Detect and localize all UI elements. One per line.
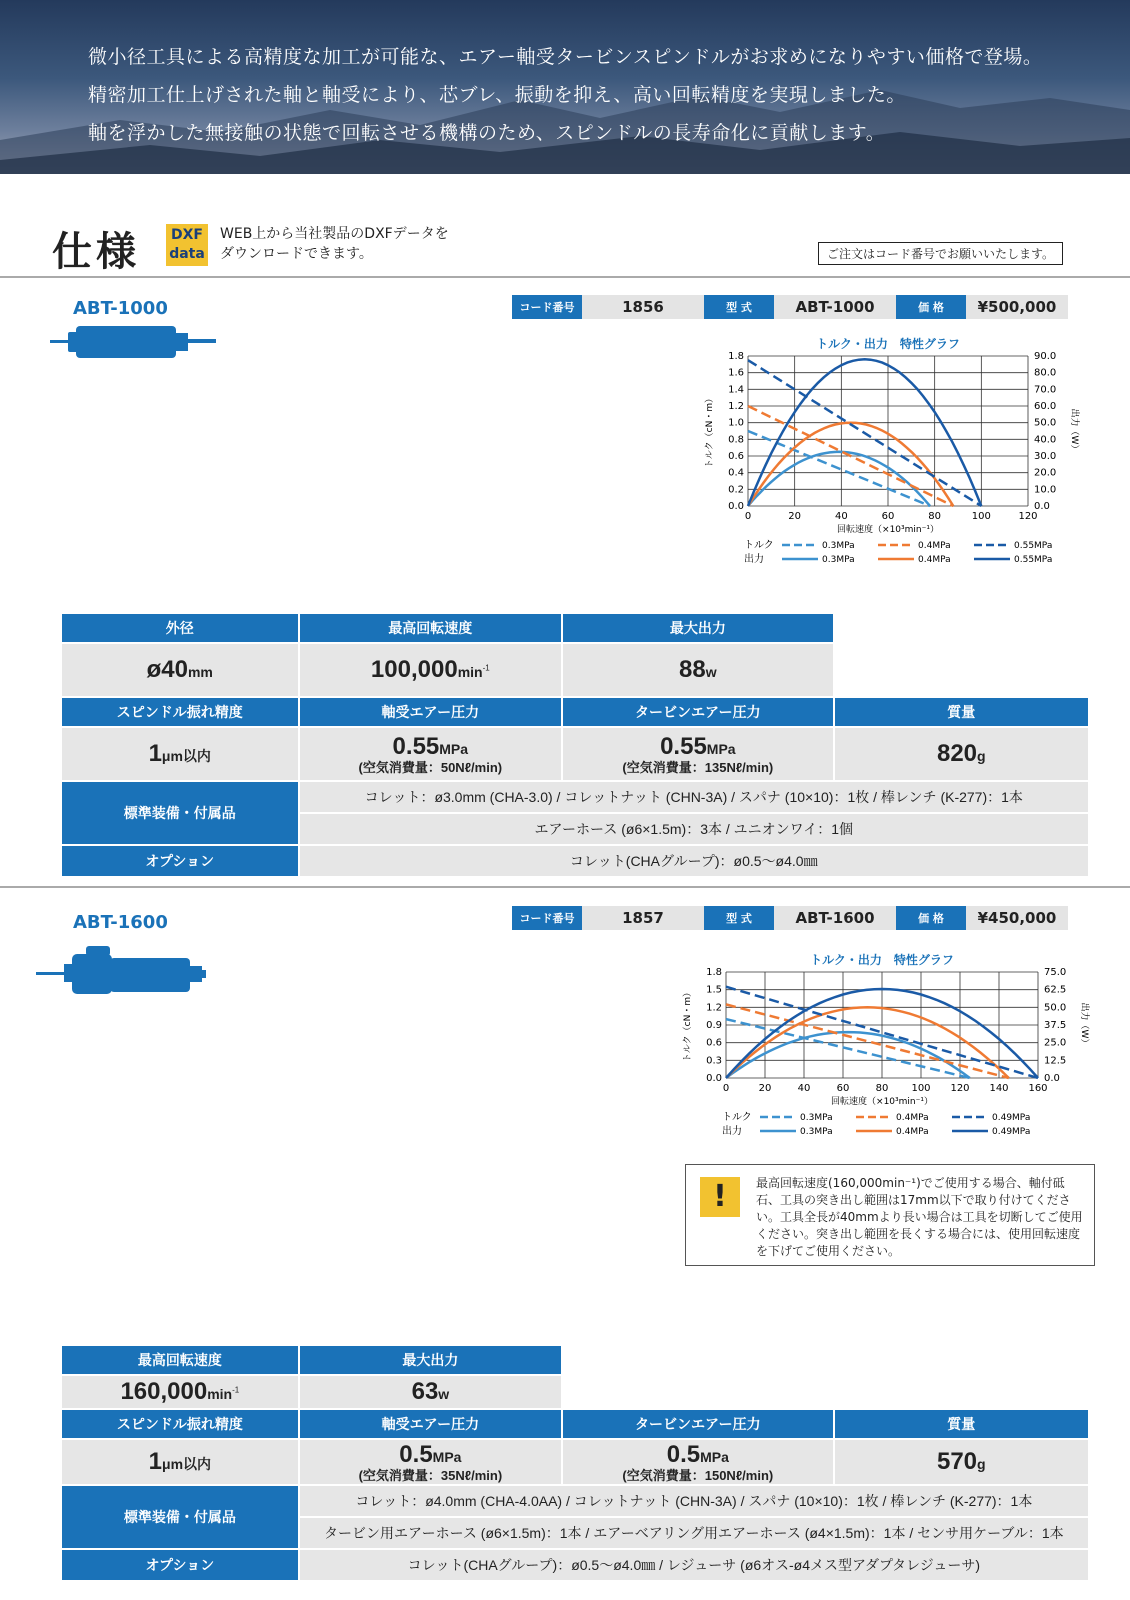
y-tick-label: 0.2	[728, 484, 744, 496]
empty-cell	[835, 1376, 1088, 1408]
hero-line: 精密加工仕上げされた軸と軸受により、芯ブレ、振動を抑え、高い回転精度を実現しました。	[88, 84, 906, 106]
spec-value	[62, 644, 298, 696]
option-header: オプション	[62, 846, 298, 876]
turbine-unit: MPa	[706, 741, 736, 757]
x-tick-label: 40	[797, 1083, 811, 1094]
empty-cell	[835, 614, 1088, 642]
y-tick-label: 1.4	[728, 384, 744, 396]
y-tick-label: 0.6	[728, 451, 744, 462]
dia-value: 40	[161, 656, 188, 683]
y2-tick-label: 70.0	[1034, 384, 1057, 396]
spec-value	[563, 1440, 832, 1484]
speed-unit: min	[457, 664, 483, 680]
mass-value: 820	[936, 740, 978, 767]
option-item: コレット(CHAグループ)：ø0.5～ø4.0㎜ / レジューサ (ø6オス-ø4メス型アダプタレジューサ)	[300, 1550, 1088, 1580]
output-value: 88	[679, 656, 706, 683]
spec-value	[563, 728, 832, 780]
code-value: 1857	[582, 906, 704, 930]
runout-value: 1	[148, 1448, 162, 1475]
bearing-unit: MPa	[432, 1449, 462, 1465]
spec-value	[563, 644, 832, 696]
spec-value	[62, 728, 298, 780]
turbine-value: 0.55	[660, 733, 707, 760]
output-curve-0.3MPa	[726, 1032, 970, 1078]
y-tick-label: 0.0	[728, 501, 744, 512]
y-axis-label: トルク（cN・m）	[683, 987, 693, 1063]
legend-series-label: 0.3MPa	[800, 1113, 833, 1123]
y2-tick-label: 90.0	[1034, 351, 1057, 362]
legend-series-label: 0.55MPa	[1014, 555, 1053, 565]
code-value: 1856	[582, 295, 704, 319]
y-tick-label: 1.6	[728, 367, 744, 379]
y2-tick-label: 80.0	[1034, 367, 1057, 379]
bearing-unit: MPa	[439, 741, 469, 757]
divider	[0, 276, 1130, 278]
spec-header: 外径	[62, 614, 298, 642]
mass-unit: g	[977, 748, 986, 764]
speed-exp: -1	[482, 663, 490, 673]
hero-line: 軸を浮かした無接触の状態で回転させる機構のため、スピンドルの長寿命化に貢献します。	[88, 122, 886, 144]
x-tick-label: 100	[971, 511, 991, 522]
legend-series-label: 0.3MPa	[822, 541, 855, 551]
code-label: コード番号	[512, 906, 582, 930]
option-header: オプション	[62, 1550, 298, 1580]
warning-icon: !	[700, 1177, 740, 1217]
y2-tick-label: 75.0	[1044, 967, 1067, 978]
output-unit: w	[438, 1386, 450, 1402]
bearing-sub: (空気消費量：35Nℓ/min)	[358, 1468, 503, 1483]
legend-series-label: 0.4MPa	[918, 541, 951, 551]
output-value: 63	[411, 1378, 439, 1405]
dia-unit: mm	[187, 664, 213, 680]
turbine-sub: (空気消費量：150Nℓ/min)	[622, 1468, 774, 1483]
std-header: 標準装備・付属品	[62, 782, 298, 844]
bearing-value: 0.5	[399, 1441, 433, 1468]
y2-tick-label: 50.0	[1034, 417, 1057, 429]
legend-series-label: 0.55MPa	[1014, 541, 1053, 551]
legend-series-label: 0.4MPa	[896, 1127, 929, 1137]
runout-unit: μm以内	[161, 748, 211, 764]
model-label: 型 式	[704, 906, 774, 930]
spec-header: 軸受エアー圧力	[300, 698, 562, 726]
y2-tick-label: 0.0	[1044, 1073, 1060, 1084]
legend-torque-label: トルク	[744, 540, 774, 551]
hero-text	[88, 38, 1042, 152]
y2-tick-label: 20.0	[1034, 467, 1057, 479]
x-tick-label: 120	[950, 1083, 970, 1094]
y-tick-label: 1.0	[728, 417, 744, 429]
x-tick-label: 20	[788, 511, 802, 522]
turbine-value: 0.5	[666, 1441, 701, 1468]
dxf-description	[220, 224, 449, 264]
spec-header: 質量	[835, 1410, 1088, 1438]
product-name: ABT-1000	[73, 298, 168, 319]
hero-line: 微小径工具による高精度な加工が可能な、エアー軸受タービンスピンドルがお求めになりやすい価格で登場。	[88, 46, 1043, 68]
model-label: 型 式	[704, 295, 774, 319]
chart-title: トルク・出力 特性グラフ	[810, 953, 954, 967]
std-header: 標準装備・付属品	[62, 1486, 298, 1548]
spec-header: スピンドル振れ精度	[62, 698, 298, 726]
std-item: エアーホース (ø6×1.5m)：3本 / ユニオンワイ：1個	[300, 814, 1088, 844]
dxf-badge-line2: data	[169, 246, 205, 262]
chart-title: トルク・出力 特性グラフ	[816, 337, 960, 351]
legend-series-label: 0.4MPa	[918, 555, 951, 565]
product-name: ABT-1600	[73, 912, 168, 933]
y-tick-label: 1.2	[706, 1002, 722, 1014]
spec-value	[300, 728, 562, 780]
legend-output-label: 出力	[722, 1126, 742, 1137]
y2-tick-label: 10.0	[1034, 484, 1057, 496]
x-tick-label: 100	[911, 1083, 931, 1094]
speed-unit: min	[207, 1386, 233, 1402]
y-axis-label: トルク（cN・m）	[705, 393, 715, 469]
bearing-value: 0.55	[392, 733, 440, 760]
spec-header: 最大出力	[563, 614, 832, 642]
spec-value	[300, 644, 562, 696]
model-value: ABT-1000	[774, 295, 896, 319]
legend-output-label: 出力	[744, 554, 764, 565]
y2-tick-label: 0.0	[1034, 501, 1050, 512]
legend-series-label: 0.3MPa	[800, 1127, 833, 1137]
x-axis-label: 回転速度（×10³min⁻¹）	[831, 1097, 933, 1107]
y2-tick-label: 60.0	[1034, 401, 1057, 412]
product-info-bar	[512, 906, 1068, 930]
legend-series-label: 0.49MPa	[992, 1127, 1031, 1137]
spec-header: 最大出力	[300, 1346, 561, 1374]
empty-cell	[563, 1346, 832, 1374]
y2-tick-label: 37.5	[1044, 1020, 1067, 1031]
price-label: 価 格	[896, 906, 966, 930]
model-value: ABT-1600	[774, 906, 896, 930]
legend-series-label: 0.49MPa	[992, 1113, 1031, 1123]
spec-header: 軸受エアー圧力	[300, 1410, 561, 1438]
x-tick-label: 0	[722, 1083, 730, 1094]
legend-torque-label: トルク	[722, 1112, 752, 1123]
spec-header: 最高回転速度	[300, 614, 562, 642]
x-tick-label: 80	[875, 1083, 889, 1094]
empty-cell	[835, 644, 1088, 696]
code-label: コード番号	[512, 295, 582, 319]
price-label: 価 格	[896, 295, 966, 319]
warning-text: 最高回転速度(160,000min⁻¹)でご使用する場合、軸付砥石、工具の突き出し範囲は17mm以下で取り付けてください。工具全長が40mmより長い場合は工具を切断してご使用ください。突き出し範囲を長くする場合には、使用回転速度を下げてご使用ください。	[756, 1176, 1083, 1258]
spec-header: 質量	[835, 698, 1088, 726]
bearing-sub: (空気消費量：50Nℓ/min)	[358, 760, 503, 775]
spec-header: 最高回転速度	[62, 1346, 298, 1374]
runout-unit: μm以内	[162, 1456, 212, 1472]
x-tick-label: 60	[881, 511, 895, 522]
y2-tick-label: 50.0	[1044, 1002, 1067, 1014]
turbine-unit: MPa	[700, 1449, 729, 1465]
y2-axis-label: 出力（W）	[1069, 408, 1079, 454]
y-tick-label: 1.8	[706, 967, 722, 978]
option-item: コレット(CHAグループ)：ø0.5～ø4.0㎜	[300, 846, 1088, 876]
y-tick-label: 0.3	[706, 1055, 722, 1067]
x-axis-label: 回転速度（×10³min⁻¹）	[837, 525, 939, 535]
std-item: タービン用エアーホース (ø6×1.5m)：1本 / エアーベアリング用エアーホース (ø4×1.5m)：1本 / センサ用ケーブル：1本	[300, 1518, 1088, 1548]
warning-box	[685, 1164, 1095, 1266]
speed-value: 100,000	[370, 656, 458, 683]
x-tick-label: 20	[758, 1083, 772, 1094]
spec-value	[62, 1440, 298, 1484]
legend-series-label: 0.3MPa	[822, 555, 855, 565]
x-tick-label: 0	[744, 511, 752, 522]
price-value: ¥450,000	[966, 906, 1068, 930]
spec-header: スピンドル振れ精度	[62, 1410, 298, 1438]
dxf-badge-line1: DXF	[171, 227, 203, 243]
dxf-text-line: WEB上から当社製品のDXFデータを	[220, 226, 449, 242]
spec-header: タービンエアー圧力	[563, 698, 832, 726]
y-tick-label: 1.8	[728, 351, 744, 362]
order-note: ご注文はコード番号でお願いいたします。	[818, 242, 1063, 265]
spec-value	[300, 1440, 561, 1484]
runout-value: 1	[148, 740, 162, 767]
y2-axis-label: 出力（W）	[1079, 1002, 1089, 1048]
y-tick-label: 0.4	[728, 467, 744, 479]
x-tick-label: 160	[1028, 1083, 1048, 1094]
y2-tick-label: 12.5	[1044, 1055, 1067, 1067]
y2-tick-label: 25.0	[1044, 1037, 1067, 1049]
spec-value	[835, 728, 1088, 780]
x-tick-label: 40	[834, 511, 848, 522]
y-tick-label: 0.8	[728, 434, 744, 446]
spec-header: タービンエアー圧力	[563, 1410, 832, 1438]
output-unit: w	[705, 664, 717, 680]
spindle-image	[50, 322, 220, 362]
product-info-bar	[512, 295, 1068, 319]
empty-cell	[563, 1376, 832, 1408]
torque-output-chart	[676, 952, 1090, 1152]
std-item: コレット：ø3.0mm (CHA-3.0) / コレットナット (CHN-3A) / スパナ (10×10)：1枚 / 棒レンチ (K-277)：1本	[300, 782, 1088, 812]
y-tick-label: 0.9	[706, 1020, 722, 1031]
spec-value	[835, 1440, 1088, 1484]
price-value: ¥500,000	[966, 295, 1068, 319]
dxf-badge[interactable]	[166, 224, 208, 266]
legend-series-label: 0.4MPa	[896, 1113, 929, 1123]
spec-value	[300, 1376, 561, 1408]
page-title: 仕様	[52, 229, 140, 275]
mass-value: 570	[936, 1448, 978, 1475]
mass-unit: g	[977, 1456, 986, 1472]
y-tick-label: 1.2	[728, 401, 744, 412]
y-tick-label: 1.5	[706, 984, 722, 996]
output-curve-0.4MPa	[748, 423, 953, 506]
spec-value	[62, 1376, 298, 1408]
y2-tick-label: 30.0	[1034, 451, 1057, 462]
dxf-text-line: ダウンロードできます。	[220, 246, 373, 262]
std-item: コレット：ø4.0mm (CHA-4.0AA) / コレットナット (CHN-3A) / スパナ (10×10)：1枚 / 棒レンチ (K-277)：1本	[300, 1486, 1088, 1516]
torque-output-chart	[690, 332, 1090, 582]
dia-prefix: ø	[146, 656, 162, 683]
y2-tick-label: 40.0	[1034, 434, 1057, 446]
spec-table	[60, 612, 1090, 878]
x-tick-label: 120	[1018, 511, 1038, 522]
x-tick-label: 80	[928, 511, 942, 522]
x-tick-label: 140	[989, 1083, 1009, 1094]
speed-value: 160,000	[120, 1378, 208, 1405]
output-curve-0.3MPa	[748, 452, 930, 506]
spec-table	[60, 1344, 1090, 1582]
hero-banner	[0, 0, 1130, 174]
y-tick-label: 0.0	[706, 1073, 722, 1084]
y-tick-label: 0.6	[706, 1037, 722, 1049]
turbine-sub: (空気消費量：135Nℓ/min)	[622, 760, 774, 775]
empty-cell	[835, 1346, 1088, 1374]
spindle-image	[36, 944, 206, 1004]
x-tick-label: 60	[836, 1083, 850, 1094]
y2-tick-label: 62.5	[1044, 984, 1067, 996]
speed-exp: -1	[232, 1385, 240, 1395]
divider	[0, 886, 1130, 888]
